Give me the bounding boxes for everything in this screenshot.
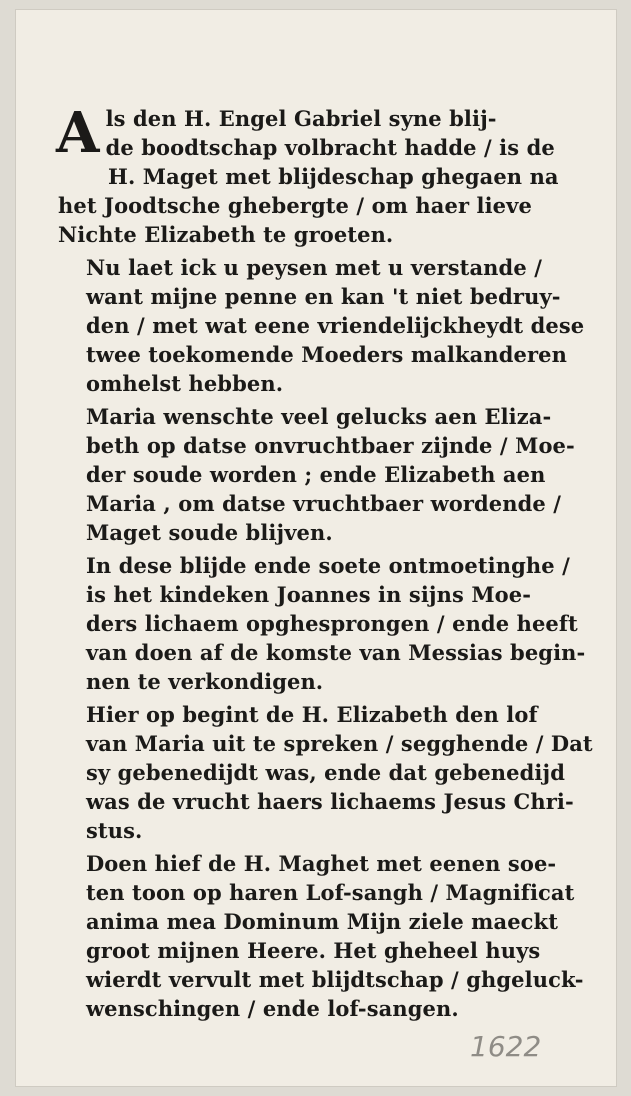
text-line: wenschingen / ende lof-sangen. (86, 996, 459, 1021)
text-line: Maria wenschte veel gelucks aen Eliza- (86, 404, 552, 429)
text-line: stus. (86, 818, 143, 843)
text-line: Hier op begint de H. Elizabeth den lof (86, 702, 538, 727)
text-line: is het kindeken Joannes in sijns Moe- (86, 582, 532, 607)
text-line: want mijne penne en kan 't niet bedruy- (86, 284, 561, 309)
paragraph-4 (58, 551, 598, 696)
handwritten-note: 1622 (470, 1030, 542, 1063)
text-line: Nu laet ick u peysen met u verstande / (86, 255, 542, 280)
paragraph-1 (56, 100, 598, 249)
text-line: der soude worden ; ende Elizabeth aen (86, 462, 546, 487)
text-line: H. Maget met blijdeschap ghegaen na (108, 164, 559, 189)
paragraph-2 (58, 253, 598, 398)
text-line: omhelst hebben. (86, 371, 284, 396)
text-line: het Joodtsche ghebergte / om haer lieve (58, 193, 532, 218)
text-line: Nichte Elizabeth te groeten. (58, 222, 394, 247)
text-line: nen te verkondigen. (86, 669, 324, 694)
drop-cap: A (56, 100, 100, 166)
paragraph-6 (58, 849, 598, 1023)
text-line: groot mijnen Heere. Het gheheel huys (86, 938, 541, 963)
text-line: beth op datse onvruchtbaer zijnde / Moe- (86, 433, 575, 458)
text-line: Maget soude blijven. (86, 520, 333, 545)
paragraph-5 (58, 700, 598, 845)
text-line: de boodtschap volbracht hadde / is de (105, 135, 555, 160)
document-text (56, 100, 598, 1027)
text-line: anima mea Dominum Mijn ziele maeckt (86, 909, 559, 934)
text-line: van doen af de komste van Messias begin- (86, 640, 586, 665)
text-line: den / met wat eene vriendelijckheydt dese (86, 313, 585, 338)
text-line: ten toon op haren Lof-sangh / Magnificat (86, 880, 575, 905)
text-line: twee toekomende Moeders malkanderen (86, 342, 567, 367)
text-line: Doen hief de H. Maghet met eenen soe- (86, 851, 557, 876)
text-line: wierdt vervult met blijdtschap / ghgeluck- (86, 967, 584, 992)
text-line: Maria , om datse vruchtbaer wordende / (86, 491, 562, 516)
text-line: ls den H. Engel Gabriel syne blij- (105, 106, 497, 131)
text-line: In dese blijde ende soete ontmoetinghe / (86, 553, 570, 578)
text-line: van Maria uit te spreken / segghende / Dat (86, 731, 593, 756)
text-line: was de vrucht haers lichaems Jesus Chri- (86, 789, 574, 814)
paragraph-3 (58, 402, 598, 547)
text-line: ders lichaem opghesprongen / ende heeft (86, 611, 578, 636)
text-line: sy gebenedijdt was, ende dat gebenedijd (86, 760, 565, 785)
